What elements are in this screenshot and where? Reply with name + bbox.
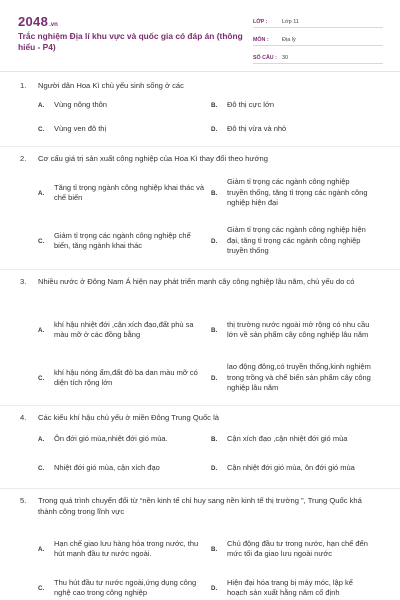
option-c[interactable] xyxy=(38,219,208,263)
meta-value: Địa lý xyxy=(282,37,296,43)
question-number: 2. xyxy=(20,154,27,163)
option-c[interactable] xyxy=(38,577,208,599)
meta-row-class xyxy=(253,14,383,28)
site-logo[interactable] xyxy=(18,13,58,31)
option-text: Giảm tỉ trọng các ngành công nghiệp truyền thống, tăng tỉ trọng các ngành công nghiệp hiện đại xyxy=(227,177,368,208)
option-letter: A. xyxy=(38,101,45,109)
question-stem xyxy=(20,80,380,91)
option-b[interactable] xyxy=(211,308,371,352)
option-text: Đô thị cực lớn xyxy=(227,99,275,109)
option-text: khí hậu nhiệt đới ,cận xích đạo,đất phù sa màu mỡ ở các đồng bằng xyxy=(54,319,194,339)
option-text: Giảm tỉ trọng các ngành công nghiệp chế biến, tăng ngành khai thác xyxy=(54,230,191,250)
option-text: Giảm tỉ trọng các ngành công nghiệp hiện đại, tăng tỉ trọng các ngành công nghiệp truyền thống xyxy=(227,225,366,256)
question-stem xyxy=(20,412,380,423)
header-divider xyxy=(0,71,400,72)
option-text: Tăng tỉ trọng ngành công nghiệp khai thác và chế biến xyxy=(54,182,205,202)
question-stem xyxy=(20,153,380,164)
question-text: Trong quá trình chuyển đổi từ “nền kinh tế chỉ huy sang nền kinh tế thị trường ”, Trung Quốc khá thành công trong lĩnh vực xyxy=(38,496,362,516)
option-letter: A. xyxy=(38,545,45,553)
option-letter: A. xyxy=(38,435,45,443)
question-3 xyxy=(20,276,380,287)
question-1 xyxy=(20,80,380,91)
logo-number: 2048 xyxy=(18,14,49,29)
option-d[interactable] xyxy=(211,356,371,400)
option-letter: D. xyxy=(211,125,218,133)
option-d[interactable] xyxy=(211,122,363,136)
option-letter: C. xyxy=(38,584,45,592)
option-letter: B. xyxy=(211,435,218,443)
quiz-meta xyxy=(253,14,383,68)
question-5 xyxy=(20,495,380,517)
option-c[interactable] xyxy=(38,454,208,482)
question-stem xyxy=(20,276,380,287)
option-b[interactable] xyxy=(211,171,371,215)
option-text: Nhiệt đới gió mùa, cận xích đạo xyxy=(54,462,160,472)
option-d[interactable] xyxy=(211,577,371,599)
question-number: 3. xyxy=(20,277,27,286)
option-a[interactable] xyxy=(38,308,208,352)
option-letter: D. xyxy=(211,374,218,382)
option-text: Ôn đới gió mùa,nhiệt đới gió mùa. xyxy=(54,433,168,443)
question-number: 1. xyxy=(20,81,27,90)
question-stem xyxy=(20,495,380,517)
option-c[interactable] xyxy=(38,356,208,400)
option-a[interactable] xyxy=(38,527,208,571)
option-text: Thu hút đầu tư nước ngoài,ứng dụng công nghệ cao trong công nghiệp xyxy=(54,577,197,597)
question-text: Các kiểu khí hậu chủ yếu ở miền Đông Trung Quốc là xyxy=(38,413,220,422)
meta-row-count xyxy=(253,50,383,64)
option-text: Vùng nông thôn xyxy=(54,99,107,109)
option-text: thị trường nước ngoài mở rộng có nhu cầu lớn về sản phẩm cây công nghiệp lâu năm xyxy=(227,319,370,339)
question-number: 5. xyxy=(20,496,27,505)
option-letter: D. xyxy=(211,464,218,472)
question-divider xyxy=(0,405,400,406)
option-letter: C. xyxy=(38,237,45,245)
question-divider xyxy=(0,269,400,270)
page-header xyxy=(0,0,400,66)
option-d[interactable] xyxy=(211,454,371,482)
question-2 xyxy=(20,153,380,164)
option-a[interactable] xyxy=(38,432,208,446)
option-text: Hiện đại hóa trang bị máy móc, lập kế hoạch sản xuất hằng năm cố định xyxy=(227,577,353,597)
option-letter: B. xyxy=(211,326,218,334)
logo-suffix: .vn xyxy=(49,22,58,28)
option-text: Cận xích đạo ,cận nhiệt đới gió mùa xyxy=(227,433,348,443)
option-letter: C. xyxy=(38,464,45,472)
option-b[interactable] xyxy=(211,527,371,571)
question-4 xyxy=(20,412,380,423)
meta-label: SỐ CÂU : xyxy=(253,55,277,61)
option-b[interactable] xyxy=(211,432,371,446)
option-text: Hạn chế giao lưu hàng hóa trong nước, thu hút mạnh đầu tư nước ngoài. xyxy=(54,538,199,558)
quiz-title: Trắc nghiệm Địa lí khu vực và quốc gia có đáp án (thông hiểu - P4) xyxy=(18,31,243,52)
option-c[interactable] xyxy=(38,122,188,136)
option-a[interactable] xyxy=(38,171,208,215)
meta-label: MÔN : xyxy=(253,37,269,43)
option-text: Cận nhiệt đới gió mùa, ôn đới gió mùa xyxy=(227,462,355,472)
meta-row-subject xyxy=(253,32,383,46)
meta-label: LỚP : xyxy=(253,19,268,25)
question-text: Người dân Hoa Kì chủ yếu sinh sống ở các xyxy=(38,81,184,90)
meta-value: Lớp 11 xyxy=(282,19,299,25)
question-text: Cơ cấu giá trị sản xuất công nghiệp của Hoa Kì thay đổi theo hướng xyxy=(38,154,268,163)
option-letter: B. xyxy=(211,545,218,553)
option-letter: C. xyxy=(38,374,45,382)
option-b[interactable] xyxy=(211,98,363,112)
option-text: khí hậu nóng ẩm,đất đỏ ba dan màu mỡ có diện tích rộng lớn xyxy=(54,367,198,387)
option-letter: D. xyxy=(211,237,218,245)
option-text: lao động đông,có truyền thống,kinh nghiệm trong trồng và chế biến sản phẩm cây công nghiệp lâu năm xyxy=(227,362,371,393)
option-text: Đô thị vừa và nhỏ xyxy=(227,123,287,133)
option-d[interactable] xyxy=(211,219,371,263)
question-text: Nhiều nước ở Đông Nam Á hiện nay phát triển mạnh cây công nghiệp lâu năm, chủ yếu do có xyxy=(38,277,355,286)
option-letter: A. xyxy=(38,326,45,334)
option-letter: B. xyxy=(211,189,218,197)
option-letter: B. xyxy=(211,101,218,109)
option-letter: C. xyxy=(38,125,45,133)
question-number: 4. xyxy=(20,413,27,422)
option-text: Chủ động đầu tư trong nước, hạn chế đến mức tối đa giao lưu ngoài nước xyxy=(227,538,368,558)
option-text: Vùng ven đô thị xyxy=(54,123,107,133)
question-divider xyxy=(0,488,400,489)
meta-value: 30 xyxy=(282,55,289,61)
question-divider xyxy=(0,146,400,147)
option-a[interactable] xyxy=(38,98,188,112)
option-letter: A. xyxy=(38,189,45,197)
option-letter: D. xyxy=(211,584,218,592)
